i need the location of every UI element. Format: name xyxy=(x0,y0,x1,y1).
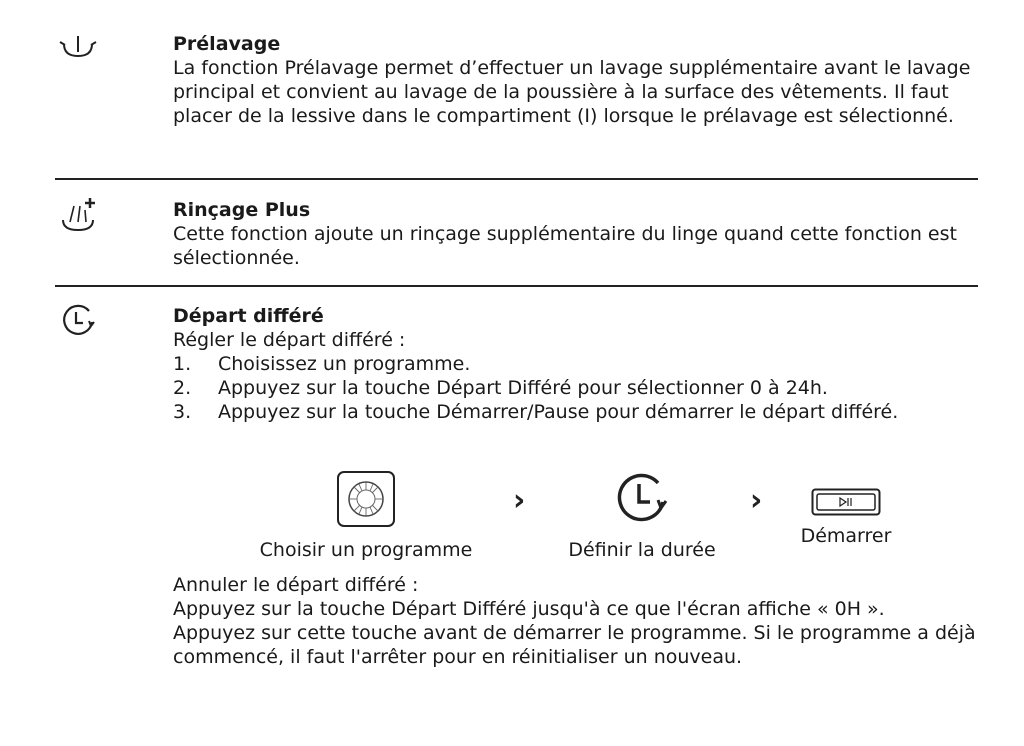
extra-rinse-title: Rinçage Plus xyxy=(173,199,311,221)
cancel-delay-line: Appuyez sur cette touche avant de démarrer le programme. Si le programme a déjà commencé, il faut l'arrêter pour en réinitialiser un nouveau. xyxy=(173,622,976,668)
extra-rinse-description: Cette fonction ajoute un rinçage supplémentaire du linge quand cette fonction est sélectionnée. xyxy=(173,223,957,269)
step-number: 3. xyxy=(173,401,192,423)
flow-step-start xyxy=(786,488,906,548)
step-number: 1. xyxy=(173,353,192,375)
extra-rinse-section xyxy=(173,198,983,270)
cancel-delay-heading: Annuler le départ différé : xyxy=(173,574,419,596)
list-item xyxy=(173,400,983,424)
prewash-description: La fonction Prélavage permet d’effectuer un lavage supplémentaire avant le lavage principal et convient au lavage de la poussière à la surface des vêtements. Il faut placer de la lessive dans le compartiment (I) lorsque le prélavage est sélectionné. xyxy=(173,57,971,127)
section-divider xyxy=(55,285,978,287)
delay-start-flow xyxy=(0,470,1024,570)
flow-step-choose-program xyxy=(236,470,496,562)
step-text: Choisissez un programme. xyxy=(218,353,471,375)
cancel-delay-section xyxy=(173,573,983,669)
delay-start-title: Départ différé xyxy=(173,305,324,327)
cancel-delay-line: Appuyez sur la touche Départ Différé jusqu'à ce que l'écran affiche « 0H ». xyxy=(173,598,885,620)
step-text: Appuyez sur la touche Démarrer/Pause pour démarrer le départ différé. xyxy=(218,401,899,423)
flow-label-set-duration: Définir la durée xyxy=(568,539,716,561)
list-item xyxy=(173,352,983,376)
prewash-title: Prélavage xyxy=(173,33,281,55)
chevron-right-icon: › xyxy=(750,483,763,518)
delay-clock-icon xyxy=(612,470,672,530)
flow-label-choose-program: Choisir un programme xyxy=(259,539,473,561)
prewash-icon xyxy=(58,30,98,70)
delay-start-icon xyxy=(58,302,98,342)
list-item xyxy=(173,376,983,400)
program-dial-icon xyxy=(336,470,396,528)
step-number: 2. xyxy=(173,377,192,399)
delay-start-steps xyxy=(173,352,983,424)
flow-label-start: Démarrer xyxy=(800,525,892,547)
chevron-right-icon: › xyxy=(513,483,526,518)
start-pause-button-icon xyxy=(811,488,881,516)
delay-start-intro: Régler le départ différé : xyxy=(173,329,406,351)
extra-rinse-icon xyxy=(58,196,98,236)
delay-start-section xyxy=(173,304,983,424)
flow-step-set-duration xyxy=(552,470,732,562)
section-divider xyxy=(55,178,978,180)
prewash-section xyxy=(173,32,983,128)
step-text: Appuyez sur la touche Départ Différé pour sélectionner 0 à 24h. xyxy=(218,377,828,399)
